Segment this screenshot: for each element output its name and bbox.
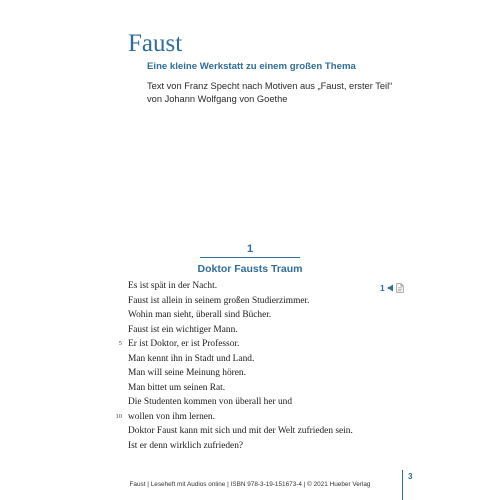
line-text: Er ist Doktor, er ist Professor. — [128, 339, 240, 349]
page-footer: Faust | Leseheft mit Audios online | ISBN 978-3-19-151673-4 | © 2021 Hueber Verlag — [129, 481, 371, 488]
text-line — [128, 308, 353, 323]
audio-track-marker[interactable] — [380, 281, 404, 295]
document-icon — [396, 283, 404, 293]
line-text: Man bittet um seinen Rat. — [128, 382, 226, 393]
text-line — [128, 395, 353, 410]
text-line — [128, 366, 353, 381]
line-text: Es ist spät in der Nacht. — [128, 281, 218, 291]
line-number: 10 — [115, 412, 122, 420]
line-number: 5 — [118, 340, 122, 347]
page-number-divider — [402, 470, 403, 500]
line-text: wollen von ihm lernen. — [128, 411, 215, 422]
chapter-number: 1 — [246, 243, 254, 255]
book-title: Faust — [128, 30, 183, 57]
line-text: Doktor Faust kann mit sich und mit der Welt zufrieden sein. — [128, 426, 353, 436]
line-text: Ist er denn wirklich zufrieden? — [128, 440, 244, 451]
chapter-divider — [200, 257, 300, 258]
speaker-icon — [387, 284, 394, 292]
text-line — [128, 294, 353, 309]
line-text: Faust ist allein in seinem großen Studierzimmer. — [128, 295, 310, 306]
line-text: Man kennt ihn in Stadt und Land. — [128, 353, 255, 364]
text-line — [128, 424, 353, 439]
line-text: Faust ist ein wichtiger Mann. — [128, 324, 238, 335]
text-line — [118, 337, 353, 352]
page-number: 3 — [408, 472, 413, 481]
book-subtitle: Eine kleine Werkstatt zu einem großen Thema — [147, 61, 356, 72]
reading-text — [115, 279, 353, 453]
text-line — [128, 439, 353, 454]
text-line — [128, 279, 353, 294]
credit-line: von Johann Wolfgang von Goethe — [147, 94, 288, 104]
text-line — [115, 410, 353, 425]
line-text: Man will seine Meinung hören. — [128, 368, 246, 378]
text-line — [128, 352, 353, 367]
text-line — [128, 381, 353, 396]
line-text: Wohin man sieht, überall sind Bücher. — [128, 310, 272, 320]
chapter-title: Doktor Fausts Traum — [197, 263, 303, 275]
author-credit — [147, 80, 392, 106]
credit-line: Text von Franz Specht nach Motiven aus „Faust, erster Teil“ — [147, 81, 393, 91]
audio-track-number: 1 — [380, 283, 385, 293]
line-text: Die Studenten kommen von überall her und — [128, 397, 293, 407]
text-line — [128, 323, 353, 338]
